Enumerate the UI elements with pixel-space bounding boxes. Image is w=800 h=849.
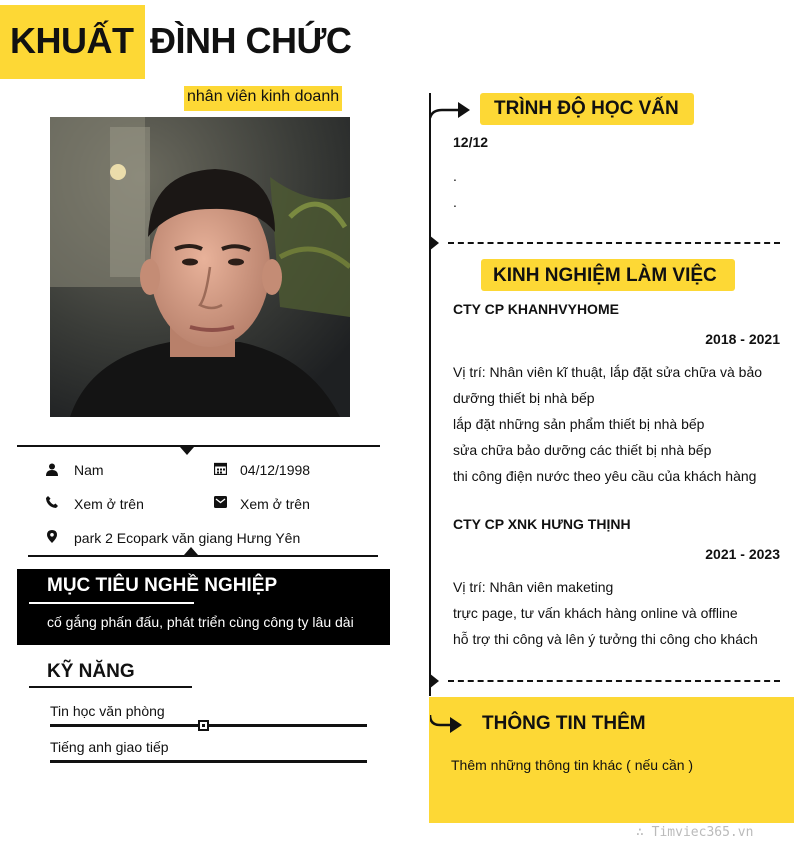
timeline-marker-2 (429, 673, 439, 694)
education-divider (448, 242, 780, 244)
skills-title: KỸ NĂNG (47, 661, 135, 682)
skill-label-english: Tiếng anh giao tiếp (50, 739, 169, 755)
email-value: Xem ở trên (240, 496, 310, 512)
arrow-right-icon (430, 713, 464, 740)
email-icon (213, 495, 227, 509)
job-1-line-2: dưỡng thiết bị nhà bếp (453, 390, 595, 406)
info-top-marker (180, 447, 194, 455)
profile-photo-illustration (50, 117, 350, 417)
job-1-line-5: thi công điện nước theo yêu cầu của khách hàng (453, 468, 757, 484)
objective-text: cố gắng phấn đấu, phát triển cùng công ty lâu dài (47, 614, 354, 630)
job-1-line-1: Vị trí: Nhân viên kĩ thuật, lắp đặt sửa chữa và bảo (453, 364, 763, 380)
timeline-marker-1 (429, 235, 439, 256)
arrow-right-icon (430, 98, 472, 125)
job-1-company: CTY CP KHANHVYHOME (453, 301, 619, 317)
skill-label-office: Tin học văn phòng (50, 703, 165, 719)
job-2-line-2: trực page, tư vấn khách hàng online và offline (453, 605, 738, 621)
birthday-value: 04/12/1998 (240, 462, 311, 478)
user-icon (45, 462, 59, 476)
timeline-line (429, 93, 431, 696)
job-2-line-1: Vị trí: Nhân viên maketing (453, 579, 614, 595)
education-line-2: . (453, 194, 457, 210)
job-title: nhân viên kinh doanh (184, 86, 342, 111)
last-name: ĐÌNH CHỨC (150, 20, 352, 61)
experience-title: KINH NGHIỆM LÀM VIỆC (493, 265, 717, 286)
extra-info-text: Thêm những thông tin khác ( nếu cần ) (451, 757, 694, 773)
education-title: TRÌNH ĐỘ HỌC VẤN (494, 98, 679, 119)
first-name: KHUẤT (10, 20, 134, 61)
job-2-years: 2021 - 2023 (705, 546, 780, 562)
job-1-line-4: sửa chữa bảo dưỡng các thiết bị nhà bếp (453, 442, 712, 458)
dots-icon: ∴ (636, 825, 652, 840)
footer-brand-text: Timviec365.vn (651, 825, 754, 840)
info-bottom-divider (28, 555, 378, 557)
footer-brand (636, 825, 753, 840)
skill-bar-english (50, 760, 367, 763)
objective-underline (29, 602, 194, 604)
address-value: park 2 Ecopark văn giang Hưng Yên (74, 530, 301, 546)
objective-title: MỤC TIÊU NGHỀ NGHIỆP (47, 575, 278, 596)
phone-icon (45, 495, 59, 509)
job-1-line-3: lắp đặt những sản phẩm thiết bị nhà bếp (453, 416, 705, 432)
profile-photo (50, 117, 350, 417)
education-line-1: . (453, 168, 457, 184)
calendar-icon (213, 461, 227, 475)
location-icon (45, 529, 59, 543)
job-1-years: 2018 - 2021 (705, 331, 780, 347)
education-level: 12/12 (453, 134, 489, 150)
gender-value: Nam (74, 462, 104, 478)
info-top-divider (17, 445, 380, 447)
info-bottom-marker (184, 547, 198, 555)
phone-value: Xem ở trên (74, 496, 144, 512)
extra-info-title: THÔNG TIN THÊM (482, 713, 646, 734)
job-2-company: CTY CP XNK HƯNG THỊNH (453, 516, 631, 532)
skills-underline (29, 686, 192, 688)
skill-level-handle-office (198, 720, 209, 731)
experience-divider (448, 680, 780, 682)
job-2-line-3: hỗ trợ thi công và lên ý tưởng thi công cho khách (453, 631, 758, 647)
